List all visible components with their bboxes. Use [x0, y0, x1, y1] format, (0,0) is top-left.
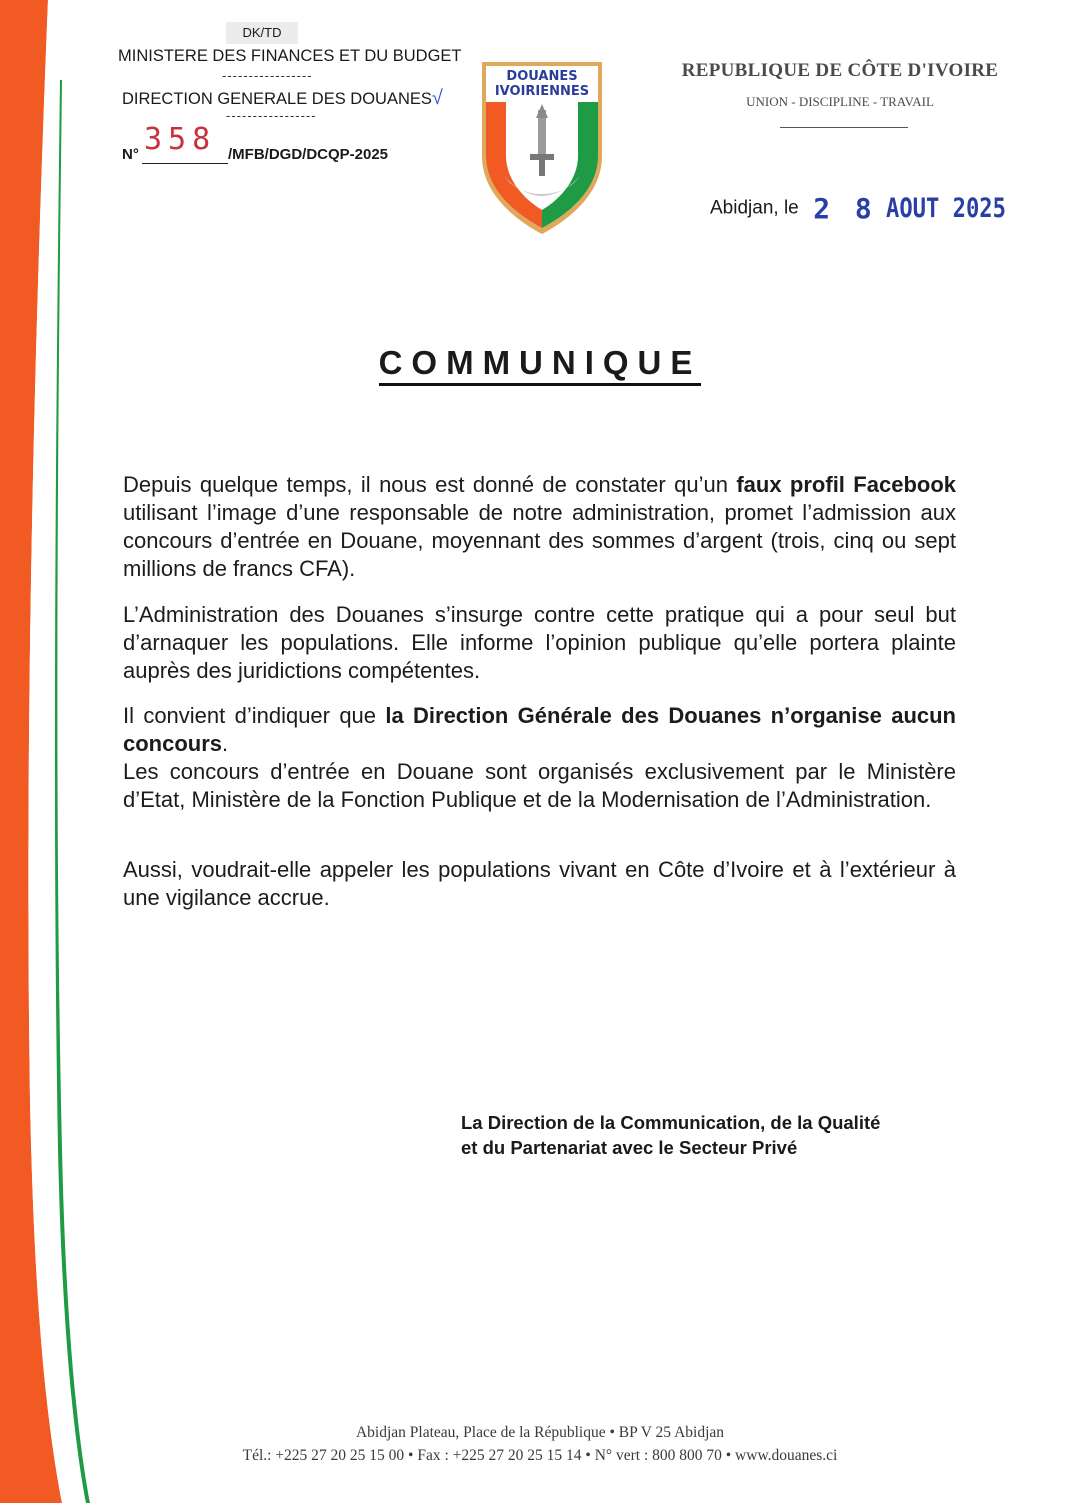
- signature-block: [461, 1110, 880, 1160]
- p1-text-a: Depuis quelque temps, il nous est donné de constater qu’un: [123, 472, 737, 497]
- signature-line2: et du Partenariat avec le Secteur Privé: [461, 1137, 798, 1158]
- paragraph-5: [123, 856, 956, 912]
- number-stamp: 358: [144, 122, 217, 157]
- p4-text: Les concours d’entrée en Douane sont organisés exclusivement par le Ministère d’Etat, Ministère de la Fonction Publique et de la Modernisation de l’Administration.: [123, 759, 956, 812]
- emblem-line1: DOUANES: [506, 69, 578, 84]
- p2-text: L’Administration des Douanes s’insurge contre cette pratique qui a pour seul but d’arnaquer les populations. Elle informe l’opinion publique qu’elle portera plainte auprès des juridictions compétentes.: [123, 602, 956, 683]
- reference-code: /MFB/DGD/DCQP-2025: [228, 146, 389, 163]
- motto-rule: [780, 127, 908, 128]
- date-stamp-month-year: AOUT 2025: [886, 193, 1007, 224]
- p3-bold: la Direction Générale des Douanes n’organise aucun concours: [123, 703, 956, 756]
- date-place: Abidjan, le: [710, 197, 799, 219]
- directorate-label: DIRECTION GENERALE DES DOUANES: [122, 90, 432, 108]
- number-prefix: N°: [122, 146, 139, 163]
- signature-line1: La Direction de la Communication, de la Qualité: [461, 1112, 881, 1133]
- flag-band-decoration: [0, 0, 90, 1503]
- emblem-text: [476, 69, 608, 99]
- republic-motto: UNION - DISCIPLINE - TRAVAIL: [746, 94, 934, 109]
- p3-text-b: .: [222, 731, 229, 756]
- date-stamp-day: 2 8: [813, 192, 876, 225]
- footer-contacts: Tél.: +225 27 20 25 15 00 • Fax : +225 27 20 25 15 14 • N° vert : 800 800 70 • www.douanes.ci: [242, 1447, 838, 1464]
- separator-1: -----------------: [222, 68, 313, 83]
- p1-text-b: utilisant l’image d’une responsable de notre administration, promet l’admission aux concours d’entrée en Douane, moyennant des sommes d’argent (trois, cinq ou sept millions de francs CFA).: [123, 500, 956, 581]
- reference-number: [122, 122, 422, 162]
- paragraph-4: [123, 758, 956, 814]
- p1-bold: faux profil Facebook: [736, 472, 956, 497]
- communique-title: [0, 344, 1080, 382]
- paragraph-2: [123, 601, 956, 685]
- footer-address: Abidjan Plateau, Place de la République • BP V 25 Abidjan: [355, 1424, 725, 1441]
- p3-text-a: Il convient d’indiquer que: [123, 703, 386, 728]
- dk-td-tag: DK/TD: [226, 22, 298, 44]
- date-line: [710, 192, 1033, 225]
- ministry-name: MINISTERE DES FINANCES ET DU BUDGET: [118, 47, 462, 65]
- p5-text: Aussi, voudrait-elle appeler les populations vivant en Côte d’Ivoire et à l’extérieur à une vigilance accrue.: [123, 857, 956, 910]
- number-underline: [142, 163, 228, 164]
- republic-title: REPUBLIQUE DE CÔTE D'IVOIRE: [681, 60, 999, 81]
- paragraph-3: [123, 702, 956, 758]
- paragraph-1: [123, 471, 956, 583]
- separator-2: -----------------: [226, 108, 317, 123]
- directorate-name: [122, 87, 443, 110]
- customs-emblem-icon: [476, 58, 608, 238]
- check-mark: √: [431, 87, 443, 109]
- title-text: COMMUNIQUE: [379, 344, 702, 386]
- emblem-line2: IVOIRIENNES: [494, 84, 590, 99]
